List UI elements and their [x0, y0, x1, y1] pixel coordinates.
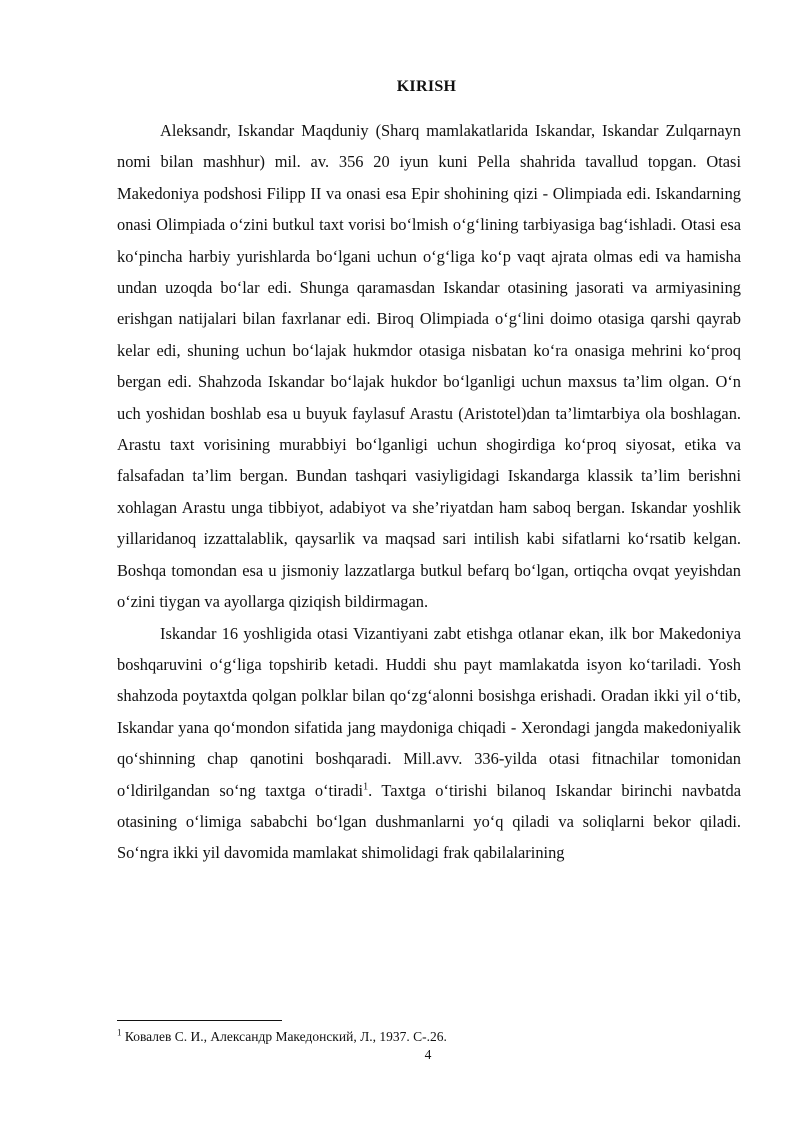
footnote-reference[interactable]: 1: [363, 781, 369, 793]
page-title: KIRISH: [396, 78, 457, 95]
body-text: [117, 115, 741, 869]
footnote-marker: 1: [117, 1027, 122, 1038]
page-number: 4: [424, 1047, 432, 1062]
footnote-text: Ковалев С. И., Александр Македонский, Л., 1937. С-.26.: [121, 1029, 447, 1044]
footnote-divider: [117, 1020, 282, 1021]
paragraph-2-text-start: Iskandar 16 yoshligida otasi Vizantiyani zabt etishga otlanar ekan, ilk bor Makedoniya boshqaruvini o‘g‘liga topshirib ketadi. Huddi shu payt mamlakatda isyon ko‘tariladi. Yosh shahzoda poytaxtda qolgan polklar bilan qo‘zg‘alonni bosishga erishadi. Oradan ikki yil o‘tib, Iskandar yana qo‘mondon sifatida jang maydoniga chiqadi - Xerondagi jangda makedoniyalik qo‘shinning chap qanotini boshqaradi. Mill.avv. 336-yilda otasi fitnachilar tomonidan o‘ldirilgandan so‘ng taxtga o‘tiradi: [117, 623, 741, 800]
paragraph-2-text-end: . Taxtga o‘tirishi bilanoq Iskandar birinchi navbatda otasining o‘limiga sababchi bo‘lgan dushmanlarni yo‘q qiladi va soliqlarni bekor qiladi. So‘ngra ikki yil davomida mamlakat shimolidagi frak qabilalarining: [117, 780, 741, 863]
paragraph-2: [117, 618, 741, 869]
paragraph-1: Aleksandr, Iskandar Maqduniy (Sharq mamlakatlarida Iskandar, Iskandar Zulqarnayn nomi bilan mashhur) mil. av. 356 20 iyun kuni Pella shahrida tavallud topgan. Otasi Makedoniya podshosi Filipp II va onasi esa Epir shohining qizi - Olimpiada edi. Iskandarning onasi Olimpiada o‘zini butkul taxt vorisi bo‘lmish o‘g‘lining tarbiyasiga bag‘ishladi. Otasi esa ko‘pincha harbiy yurishlarda bo‘lgani uchun o‘g‘liga ko‘p vaqt ajrata olmas edi va hamisha undan uzoqda bo‘lar edi. Shunga qaramasdan Iskandar otasining jasorati va armiyasining erishgan natijalari bilan faxrlanar edi. Biroq Olimpiada o‘g‘lini doimo otasiga qarshi qayrab kelar edi, shuning uchun bo‘lajak hukmdor otasiga nisbatan ko‘ra onasiga mehrini ko‘proq bergan edi. Shahzoda Iskandar bo‘lajak hukdor bo‘lganligi uchun maxsus ta’lim olgan. O‘n uch yoshidan boshlab esa u buyuk faylasuf Arastu (Aristotel)dan ta’limtarbiya ola boshlagan. Arastu taxt vorisining murabbiyi bo‘lganligi uchun shogirdiga ko‘proq siyosat, etika va falsafadan ta’lim bergan. Bundan tashqari vasiyligidagi Iskandarga klassik ta’lim berishni xohlagan Arastu unga tibbiyot, adabiyot va she’riyatdan ham saboq bergan. Iskandar yoshlik yillaridanoq izzattalablik, qaysarlik va maqsad sari intilish kabi sifatlarni ko‘rsatib kelgan. Boshqa tomondan esa u jismoniy lazzatlarga butkul befarq bo‘lgan, ortiqcha ovqat yeyishdan o‘zini tiygan va ayollarga qiziqish bildirmagan.: [117, 121, 741, 612]
footnote: [117, 1028, 717, 1046]
